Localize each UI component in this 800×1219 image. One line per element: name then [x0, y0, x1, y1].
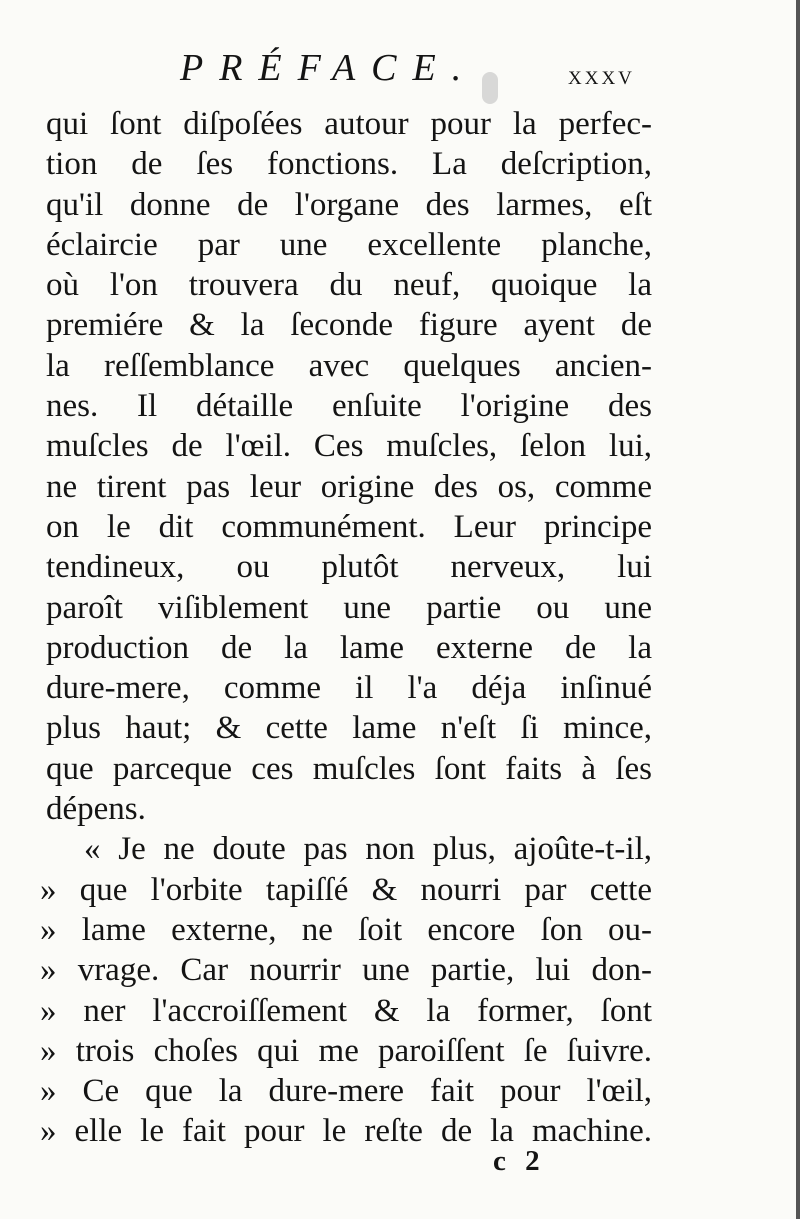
text-line: tion de ſes fonctions. La deſcription,: [46, 146, 652, 183]
text-line: paroît viſiblement une partie ou une: [46, 589, 652, 626]
quote-line: » que l'orbite tapiſſé & nourri par cette: [40, 871, 652, 908]
page-edge: [796, 0, 800, 1219]
body-text: [40, 104, 652, 1152]
quote-line: » trois choſes qui me paroiſſent ſe ſuivre.: [40, 1032, 652, 1069]
text-line: dépens.: [46, 791, 146, 828]
text-line: tendineux, ou plutôt nerveux, lui: [46, 549, 652, 586]
text-line: plus haut; & cette lame n'eſt ſi mince,: [46, 710, 652, 747]
quote-line: » vrage. Car nourrir une partie, lui don-: [40, 952, 652, 989]
text-line: où l'on trouvera du neuf, quoique la: [46, 267, 652, 304]
running-head: PRÉFACE.: [180, 47, 478, 89]
text-line: ne tirent pas leur origine des os, comme: [46, 468, 652, 505]
text-line: production de la lame externe de la: [46, 629, 652, 666]
text-line: que parceque ces muſcles ſont faits à ſes: [46, 750, 652, 787]
text-line: nes. Il détaille enſuite l'origine des: [46, 388, 652, 425]
text-line: muſcles de l'œil. Ces muſcles, ſelon lui,: [46, 428, 652, 465]
page-number: xxxv: [568, 60, 635, 90]
quote-line: » ner l'accroiſſement & la former, ſont: [40, 992, 652, 1029]
quote-line: » elle le fait pour le reſte de la machine.: [40, 1113, 652, 1150]
page-header: [0, 40, 800, 100]
text-line: la reſſemblance avec quelques ancien-: [46, 347, 652, 384]
text-line: qui ſont diſpoſées autour pour la perfec-: [46, 106, 652, 142]
text-line: dure-mere, comme il l'a déja inſinué: [46, 670, 652, 707]
text-line: qu'il donne de l'organe des larmes, eſt: [46, 186, 652, 223]
text-line: on le dit communément. Leur principe: [46, 508, 652, 545]
quote-line: » lame externe, ne ſoit encore ſon ou-: [40, 911, 652, 948]
quote-line: » Ce que la dure-mere fait pour l'œil,: [40, 1073, 652, 1110]
quote-line: « Je ne doute pas non plus, ajoûte-t-il,: [84, 831, 652, 868]
signature-mark: c 2: [493, 1145, 546, 1177]
text-line: premiére & la ſeconde figure ayent de: [46, 307, 652, 344]
text-line: éclaircie par une excellente planche,: [46, 226, 652, 263]
